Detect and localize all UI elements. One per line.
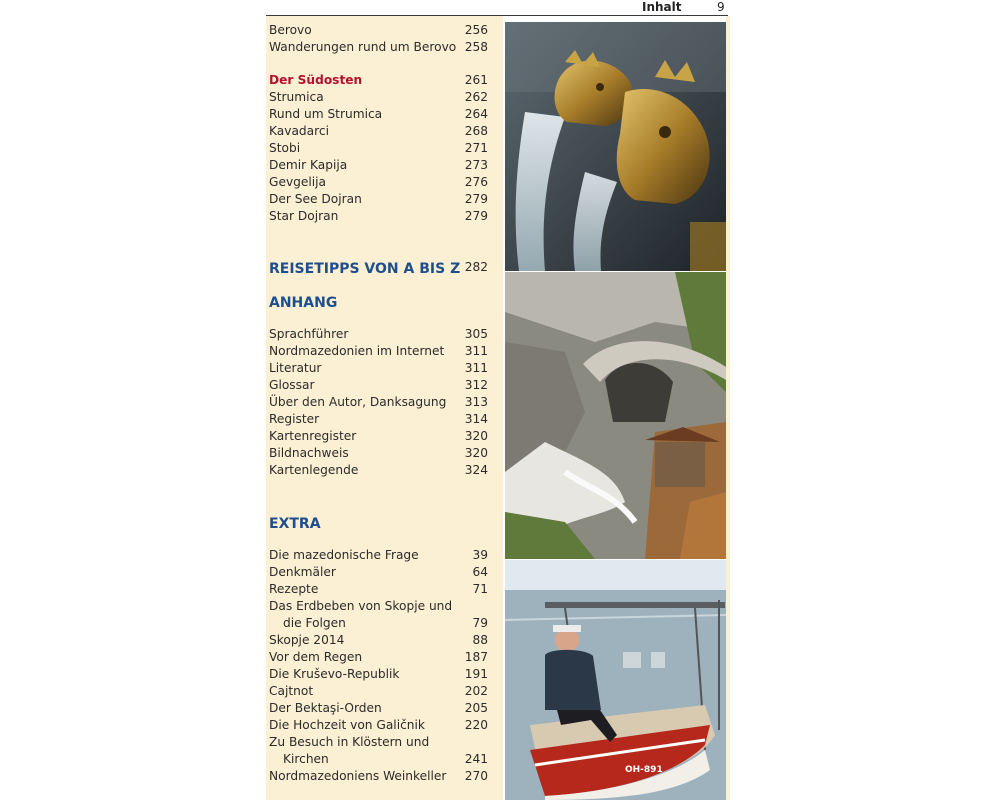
toc-entry-page: 256 bbox=[464, 23, 488, 37]
toc-entry-label[interactable]: Skopje 2014 bbox=[269, 633, 345, 647]
toc-entry-label[interactable]: Zu Besuch in Klöstern und bbox=[269, 735, 430, 749]
toc-entry-page: 314 bbox=[464, 412, 488, 426]
toc-entry-page: 241 bbox=[464, 752, 488, 766]
section-heading-extra: EXTRA bbox=[269, 516, 321, 532]
toc-entry-page: 191 bbox=[464, 667, 488, 681]
toc-entry-page: 273 bbox=[464, 158, 488, 172]
toc-entry-page: 282 bbox=[464, 260, 488, 274]
toc-entry-label[interactable]: Der See Dojran bbox=[269, 192, 362, 206]
toc-entry-page: 205 bbox=[464, 701, 488, 715]
toc-entry-label[interactable]: Die Kruševo-Republik bbox=[269, 667, 400, 681]
toc-entry-label[interactable]: Wanderungen rund um Berovo bbox=[269, 40, 457, 54]
boat-registration-text: OH-891 bbox=[625, 765, 663, 775]
toc-entry-label[interactable]: Das Erdbeben von Skopje und bbox=[269, 599, 453, 613]
toc-entry-page: 64 bbox=[472, 565, 488, 579]
toc-entry-page: 268 bbox=[464, 124, 488, 138]
toc-entry-label[interactable]: Die Hochzeit von Galičnik bbox=[269, 718, 425, 732]
section-heading-reisetipps[interactable]: REISETIPPS VON A BIS Z bbox=[269, 261, 461, 277]
toc-entry-page: 202 bbox=[464, 684, 488, 698]
toc-entry-page: 313 bbox=[464, 395, 488, 409]
toc-entry-page: 305 bbox=[464, 327, 488, 341]
toc-entry-page: 220 bbox=[464, 718, 488, 732]
toc-entry-label[interactable]: Gevgelija bbox=[269, 175, 327, 189]
toc-entry-page: 311 bbox=[464, 361, 488, 375]
toc-entry-page: 71 bbox=[472, 582, 488, 596]
toc-entry-page: 270 bbox=[464, 769, 488, 783]
toc-entry-label[interactable]: Nordmazedonien im Internet bbox=[269, 344, 445, 358]
toc-entry-label[interactable]: Star Dojran bbox=[269, 209, 339, 223]
dragon-fountain-illustration bbox=[505, 22, 726, 271]
toc-entry-label[interactable]: Kartenlegende bbox=[269, 463, 359, 477]
page-number: 9 bbox=[717, 0, 725, 14]
toc-entry-page: 264 bbox=[464, 107, 488, 121]
toc-entry-label[interactable]: Nordmazedoniens Weinkeller bbox=[269, 769, 447, 783]
boat-illustration bbox=[505, 560, 726, 800]
photo-boat-on-lake bbox=[505, 560, 726, 800]
toc-entry-continuation[interactable]: die Folgen bbox=[283, 616, 346, 630]
photo-dragon-fountain bbox=[505, 22, 726, 271]
toc-entry-continuation[interactable]: Kirchen bbox=[283, 752, 329, 766]
toc-entry-label[interactable]: Stobi bbox=[269, 141, 301, 155]
toc-entry-label[interactable]: Der Bektaşi-Orden bbox=[269, 701, 382, 715]
toc-entry-page: 320 bbox=[464, 429, 488, 443]
toc-entry-page: 279 bbox=[464, 192, 488, 206]
toc-entry-page: 79 bbox=[472, 616, 488, 630]
toc-entry-label[interactable]: Rund um Strumica bbox=[269, 107, 383, 121]
toc-entry-label[interactable]: Kartenregister bbox=[269, 429, 357, 443]
page-edge-strip bbox=[726, 16, 730, 800]
toc-entry-label[interactable]: Demir Kapija bbox=[269, 158, 348, 172]
toc-entry-page: 262 bbox=[464, 90, 488, 104]
toc-entry-label[interactable]: Die mazedonische Frage bbox=[269, 548, 419, 562]
toc-entry-label[interactable]: Cajtnot bbox=[269, 684, 314, 698]
toc-entry-label[interactable]: Über den Autor, Danksagung bbox=[269, 395, 447, 409]
toc-entry-page: 258 bbox=[464, 40, 488, 54]
section-heading-anhang: ANHANG bbox=[269, 295, 338, 311]
toc-entry-page: 311 bbox=[464, 344, 488, 358]
toc-entry-label[interactable]: Berovo bbox=[269, 23, 312, 37]
toc-entry-label[interactable]: Register bbox=[269, 412, 320, 426]
photo-stone-bridge bbox=[505, 272, 726, 559]
toc-entry-page: 279 bbox=[464, 209, 488, 223]
toc-entry-page: 324 bbox=[464, 463, 488, 477]
toc-entry-label[interactable]: Kavadarci bbox=[269, 124, 329, 138]
toc-entry-label[interactable]: Literatur bbox=[269, 361, 322, 375]
toc-entry-page: 39 bbox=[472, 548, 488, 562]
toc-entry-page: 261 bbox=[464, 73, 488, 87]
toc-entry-page: 187 bbox=[464, 650, 488, 664]
stone-bridge-illustration bbox=[505, 272, 726, 559]
toc-entry-label[interactable]: Strumica bbox=[269, 90, 324, 104]
toc-entry-label[interactable]: Vor dem Regen bbox=[269, 650, 363, 664]
toc-entry-label[interactable]: Rezepte bbox=[269, 582, 319, 596]
section-heading-suedosten[interactable]: Der Südosten bbox=[269, 73, 363, 87]
running-head-title: Inhalt bbox=[642, 0, 682, 14]
toc-entry-page: 271 bbox=[464, 141, 488, 155]
toc-entry-page: 312 bbox=[464, 378, 488, 392]
toc-entry-label[interactable]: Denkmäler bbox=[269, 565, 336, 579]
toc-entry-label[interactable]: Bildnachweis bbox=[269, 446, 349, 460]
toc-entry-label[interactable]: Sprachführer bbox=[269, 327, 349, 341]
toc-entry-page: 276 bbox=[464, 175, 488, 189]
toc-entry-page: 320 bbox=[464, 446, 488, 460]
toc-entry-page: 88 bbox=[472, 633, 488, 647]
toc-entry-label[interactable]: Glossar bbox=[269, 378, 315, 392]
header-rule bbox=[266, 15, 728, 16]
